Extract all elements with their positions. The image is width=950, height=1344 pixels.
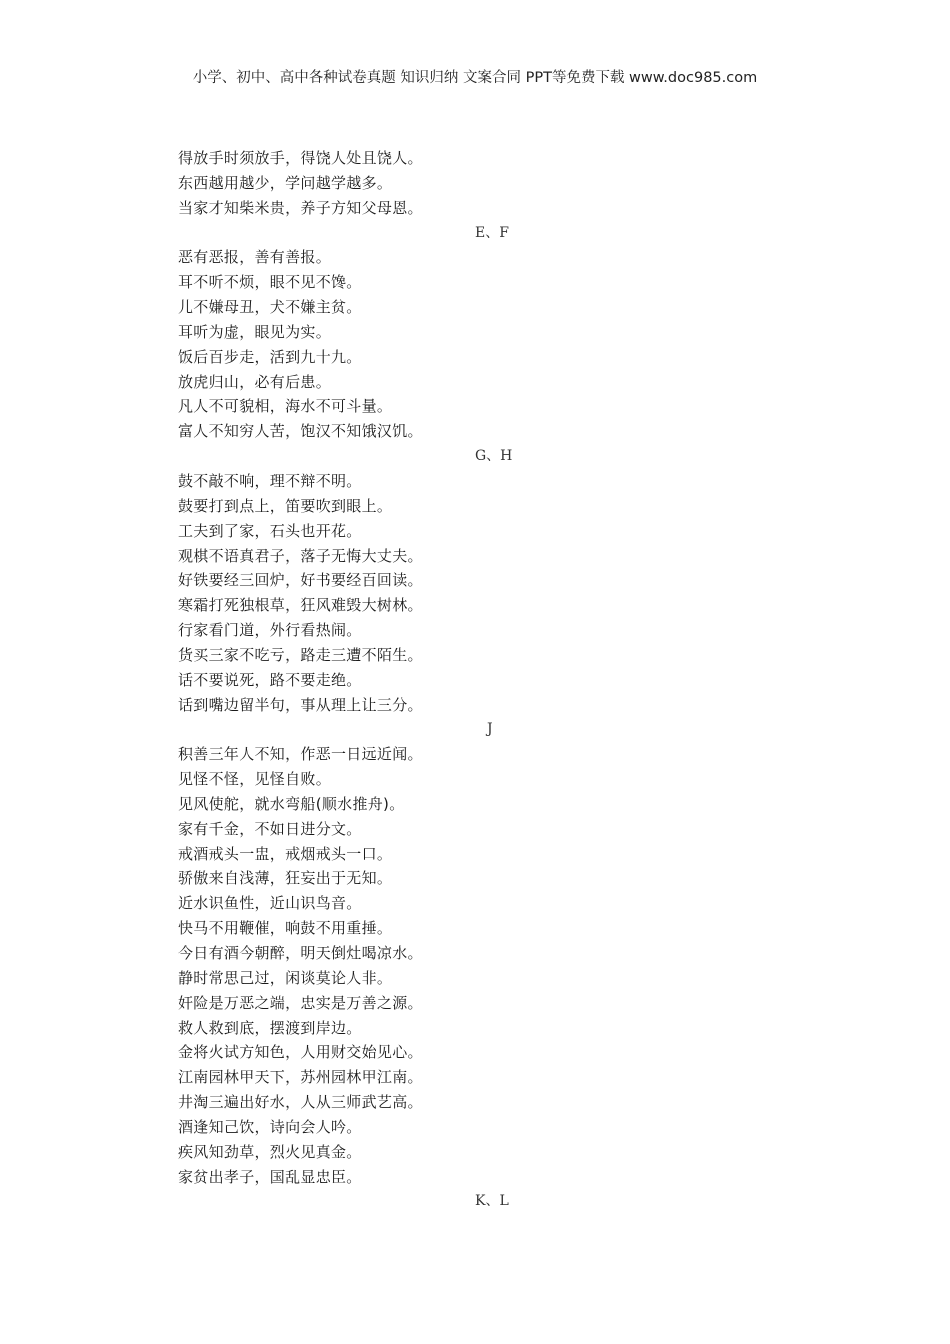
proverb-line: 近水识鱼性，近山识鸟音。 [178,894,362,913]
proverb-line: 寒霜打死独根草，狂风难毁大树林。 [178,596,423,615]
section-heading: J [487,721,493,738]
proverb-line: 好铁要经三回炉，好书要经百回读。 [178,571,423,590]
page-header: 小学、初中、高中各种试卷真题 知识归纳 文案合同 PPT等免费下载 www.doc985.com [192,70,758,86]
section-heading: E、F [475,224,509,241]
section-heading: G、H [475,448,513,465]
proverb-line: 疾风知劲草，烈火见真金。 [178,1142,362,1161]
proverb-line: 行家看门道，外行看热闹。 [178,621,362,640]
proverb-line: 救人救到底，摆渡到岸边。 [178,1018,362,1037]
proverb-line: 井淘三遍出好水，人从三师武艺高。 [178,1093,423,1112]
proverb-line: 话到嘴边留半句，事从理上让三分。 [178,695,423,714]
proverb-line: 工夫到了家，石头也开花。 [178,521,362,540]
proverb-list [178,146,798,1214]
proverb-line: 货买三家不吃亏，路走三遭不陌生。 [178,645,423,664]
proverb-line: 静时常思己过，闲谈莫论人非。 [178,968,393,987]
proverb-line: 见风使舵，就水弯船(顺水推舟)。 [178,794,405,813]
proverb-line: 儿不嫌母丑，犬不嫌主贫。 [178,298,362,317]
proverb-line: 放虎归山，必有后患。 [178,372,332,391]
proverb-line: 富人不知穷人苦，饱汉不知饿汉饥。 [178,422,423,441]
proverb-line: 鼓不敲不响，理不辩不明。 [178,471,362,490]
proverb-line: 酒逢知己饮，诗向会人吟。 [178,1117,362,1136]
proverb-line: 得放手时须放手，得饶人处且饶人。 [178,149,423,167]
proverb-line: 当家才知柴米贵，养子方知父母恩。 [178,198,423,217]
section-heading: K、L [475,1193,509,1210]
proverb-line: 金将火试方知色，人用财交始见心。 [178,1043,423,1062]
proverb-line: 奸险是万恶之端，忠实是万善之源。 [178,993,423,1012]
proverb-line: 东西越用越少，学问越学越多。 [178,173,393,192]
proverb-line: 家贫出孝子，国乱显忠臣。 [178,1167,362,1186]
proverb-line: 今日有酒今朝醉，明天倒灶喝凉水。 [178,944,423,962]
proverb-line: 骄傲来自浅薄，狂妄出于无知。 [178,869,393,888]
proverb-line: 恶有恶报，善有善报。 [178,248,332,267]
proverb-line: 话不要说死，路不要走绝。 [178,670,362,689]
proverb-line: 饭后百步走，活到九十九。 [178,347,362,366]
proverb-line: 鼓要打到点上，笛要吹到眼上。 [178,496,393,515]
proverb-line: 耳不听不烦，眼不见不馋。 [178,273,362,292]
proverb-line: 江南园林甲天下，苏州园林甲江南。 [178,1068,423,1087]
proverb-line: 见怪不怪，见怪自败。 [178,770,332,789]
proverb-line: 戒酒戒头一盅，戒烟戒头一口。 [178,844,393,863]
proverb-line: 家有千金，不如日进分文。 [178,819,362,838]
proverb-line: 凡人不可貌相，海水不可斗量。 [178,397,393,416]
proverb-line: 快马不用鞭催，响鼓不用重捶。 [178,919,393,938]
proverb-line: 积善三年人不知，作恶一日远近闻。 [178,745,423,764]
proverb-line: 耳听为虚，眼见为实。 [178,322,332,341]
proverb-line: 观棋不语真君子，落子无悔大丈夫。 [178,546,423,565]
